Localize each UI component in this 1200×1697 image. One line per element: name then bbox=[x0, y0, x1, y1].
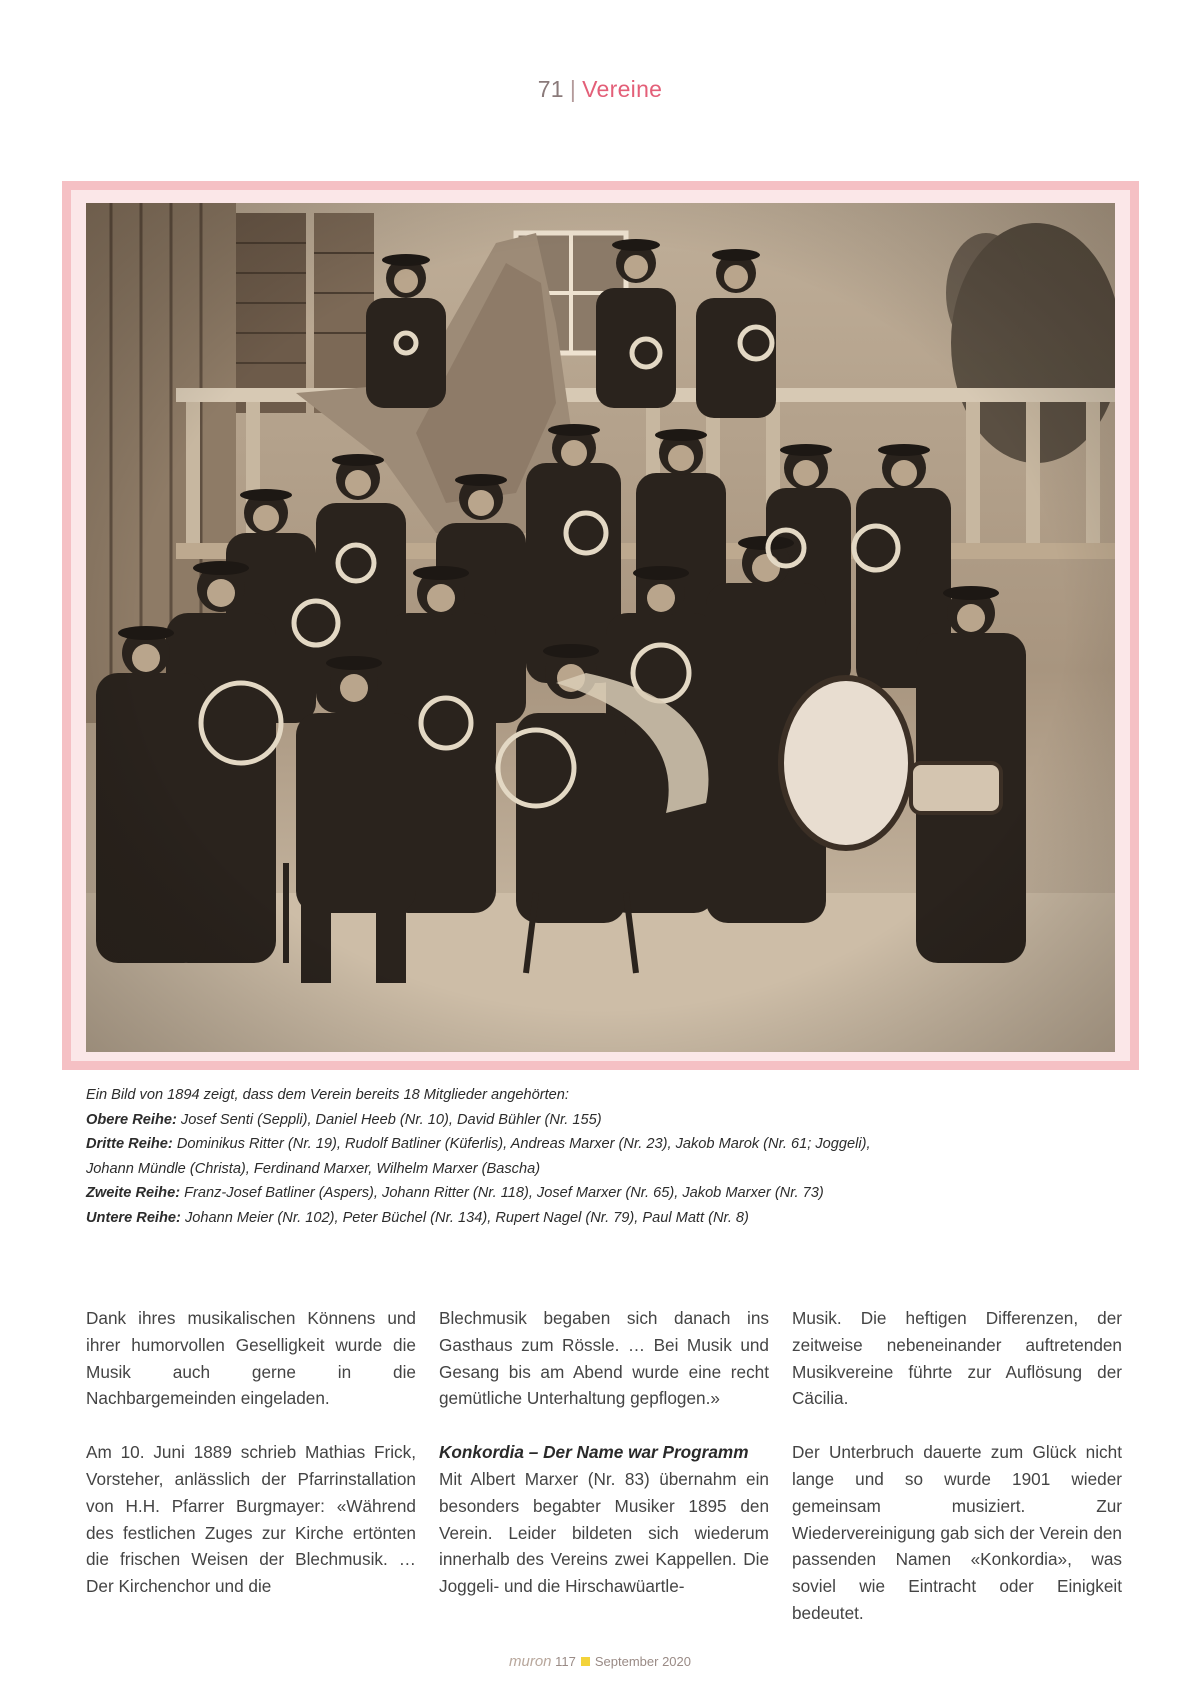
article-column-3 bbox=[792, 1305, 1122, 1654]
caption-row-label: Dritte Reihe: bbox=[86, 1136, 173, 1152]
paragraph: Musik. Die heftigen Differenzen, der zeitweise nebeneinander auftretenden Musikvereine führte zur Auflösung der Cäcilia. bbox=[792, 1308, 1122, 1409]
caption-row-third-cont: Johann Mündle (Christa), Ferdinand Marxer, Wilhelm Marxer (Bascha) bbox=[86, 1160, 541, 1177]
page-footer bbox=[0, 1653, 1200, 1670]
paragraph-with-heading bbox=[439, 1439, 769, 1600]
yellow-square-icon bbox=[581, 1657, 590, 1666]
caption-row-second bbox=[86, 1181, 1126, 1206]
historic-brass-band-photo-icon bbox=[86, 203, 1115, 1052]
article-column-2 bbox=[439, 1305, 769, 1600]
caption-row-top bbox=[86, 1108, 1126, 1133]
page-header bbox=[0, 76, 1200, 103]
caption-row-label: Untere Reihe: bbox=[86, 1209, 181, 1226]
issue-date: September 2020 bbox=[594, 1654, 691, 1669]
page-number: 71 bbox=[537, 76, 564, 102]
paragraph: Der Unterbruch dauerte zum Glück nicht lange und so wurde 1901 wieder gemeinsam musiziert. Zur Wiedervereinigung gab sich der Verein den passenden Namen «Konkordia», was soviel wie Eintracht oder Einigkeit bedeutet. bbox=[792, 1442, 1122, 1623]
caption-row-label: Zweite Reihe: bbox=[86, 1185, 181, 1201]
header-separator: | bbox=[569, 76, 577, 102]
caption-row-label: Obere Reihe: bbox=[86, 1111, 177, 1128]
paragraph-text: Mit Albert Marxer (Nr. 83) übernahm ein besonders begabter Musiker 1895 den Verein. Leider bildeten sich wiederum innerhalb des Vereins zwei Kappellen. Die Joggeli- und die Hirschawüartle- bbox=[439, 1468, 769, 1597]
paragraph: Blechmusik begaben sich danach ins Gasthaus zum Rössle. … Bei Musik und Gesang bis am Abend wurde eine recht gemütliche Unterhaltung gepflogen.» bbox=[439, 1308, 769, 1409]
issue-number: 117 bbox=[555, 1654, 576, 1669]
magazine-name: muron bbox=[508, 1653, 552, 1670]
paragraph: Dank ihres musikalischen Könnens und ihrer humorvollen Geselligkeit wurde die Musik auch gerne in die Nachbargemeinden eingeladen. bbox=[86, 1308, 416, 1409]
caption-intro: Ein Bild von 1894 zeigt, dass dem Verein bereits 18 Mitglieder angehörten: bbox=[86, 1087, 569, 1103]
caption-row-bottom bbox=[86, 1206, 1126, 1231]
paragraph: Am 10. Juni 1889 schrieb Mathias Frick, Vorsteher, anlässlich der Pfarrinstallation von H.H. Pfarrer Burgmayer: «Während des festlichen Zuges zur Kirche ertönten die frischen Weisen der Blechmusik. … Der Kirchenchor und die bbox=[86, 1442, 416, 1597]
photo-caption bbox=[86, 1083, 1126, 1230]
subheading: Konkordia – Der Name war Programm bbox=[439, 1442, 749, 1463]
caption-row-third bbox=[86, 1132, 1126, 1157]
caption-row-names: Josef Senti (Seppli), Daniel Heeb (Nr. 10), David Bühler (Nr. 155) bbox=[176, 1111, 602, 1128]
caption-row-names: Franz-Josef Batliner (Aspers), Johann Ritter (Nr. 118), Josef Marxer (Nr. 65), Jakob Marxer (Nr. 73) bbox=[180, 1185, 824, 1201]
caption-row-names: Johann Meier (Nr. 102), Peter Büchel (Nr. 134), Rupert Nagel (Nr. 79), Paul Matt (Nr. 8) bbox=[180, 1209, 749, 1226]
article-column-1 bbox=[86, 1305, 416, 1627]
section-title: Vereine bbox=[582, 76, 663, 102]
caption-row-names: Dominikus Ritter (Nr. 19), Rudolf Batliner (Küferlis), Andreas Marxer (Nr. 23), Jakob Marok (Nr. 61; Joggeli), bbox=[172, 1136, 871, 1152]
photo-frame bbox=[62, 181, 1139, 1070]
